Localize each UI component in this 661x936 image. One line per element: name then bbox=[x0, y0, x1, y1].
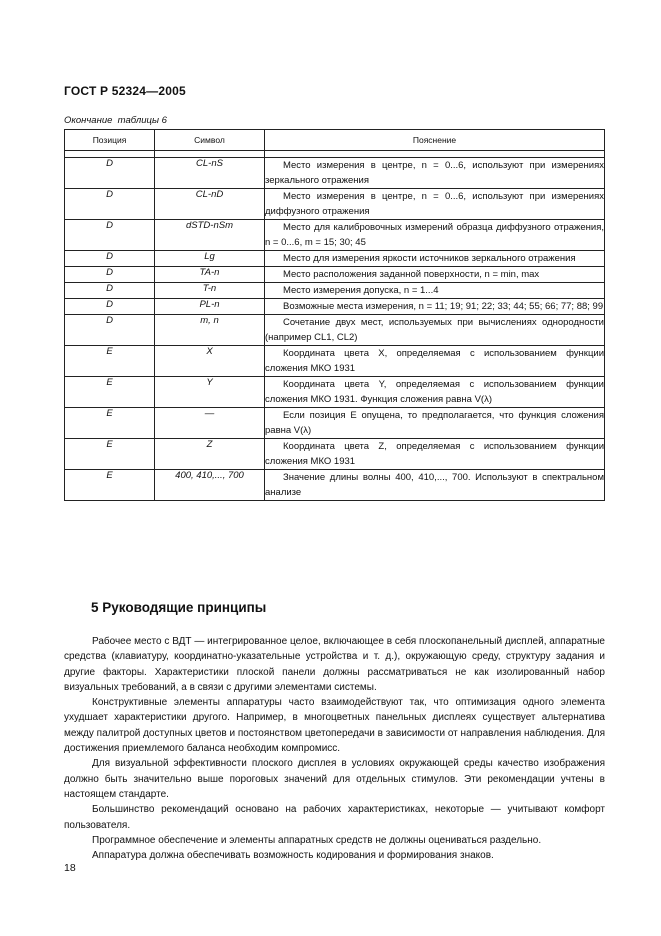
table-header-row bbox=[65, 130, 605, 151]
cell-explanation bbox=[265, 220, 605, 251]
cell-explanation bbox=[265, 299, 605, 315]
cell-explanation bbox=[265, 251, 605, 267]
table-caption-prefix: Окончание bbox=[64, 115, 113, 126]
table-caption bbox=[64, 115, 167, 126]
cell-position: D bbox=[65, 189, 155, 220]
table-caption-suffix: таблицы 6 bbox=[117, 115, 167, 126]
cell-symbol: CL-nS bbox=[155, 158, 265, 189]
paragraph: Конструктивные элементы аппаратуры часто взаимодействуют так, что оптимизация одного элемента ухудшает характеристики другого. Например, в многоцветных панельных дисплеях существует альтернатива между палитрой доступных цветов и постоянством цветопередачи в зависимости от направления наблюдения. Для достижения приемлемого баланса необходим компромисс. bbox=[64, 697, 605, 755]
cell-explanation bbox=[265, 470, 605, 501]
cell-position: D bbox=[65, 299, 155, 315]
column-header-position: Позиция bbox=[65, 130, 155, 151]
explanation-text: Место для измерения яркости источников зеркального отражения bbox=[283, 253, 576, 264]
cell-position: D bbox=[65, 220, 155, 251]
cell-position: D bbox=[65, 315, 155, 346]
cell-explanation bbox=[265, 408, 605, 439]
table-row bbox=[65, 439, 605, 470]
spec-table bbox=[64, 129, 605, 501]
explanation-text: Место расположения заданной поверхности, n = min, max bbox=[283, 269, 540, 280]
cell-position: E bbox=[65, 346, 155, 377]
table-row bbox=[65, 158, 605, 189]
page-number: 18 bbox=[64, 862, 76, 874]
table-row bbox=[65, 408, 605, 439]
explanation-text: Координата цвета Z, определяемая с использованием функции сложения МКО 1931 bbox=[265, 441, 604, 467]
table-row bbox=[65, 470, 605, 501]
explanation-text: Значение длины волны 400, 410,..., 700. Используют в спектральном анализе bbox=[265, 472, 604, 498]
cell-symbol: 400, 410,..., 700 bbox=[155, 470, 265, 501]
document-header: ГОСТ Р 52324—2005 bbox=[64, 84, 186, 98]
section-body bbox=[64, 634, 605, 863]
cell-symbol: Lg bbox=[155, 251, 265, 267]
column-header-explanation: Пояснение bbox=[265, 130, 605, 151]
cell-position: D bbox=[65, 158, 155, 189]
cell-position: D bbox=[65, 283, 155, 299]
paragraph: Для визуальной эффективности плоского дисплея в условиях окружающей среды качество изображения должно быть значительно выше пороговых значений для отдельных стимулов. Эти рекомендации учтены в настоящем стандарте. bbox=[64, 758, 605, 800]
cell-symbol: PL-n bbox=[155, 299, 265, 315]
cell-explanation bbox=[265, 189, 605, 220]
cell-position: E bbox=[65, 408, 155, 439]
cell-explanation bbox=[265, 158, 605, 189]
cell-position: E bbox=[65, 439, 155, 470]
section-title: 5 Руководящие принципы bbox=[91, 600, 267, 615]
cell-explanation bbox=[265, 283, 605, 299]
cell-explanation bbox=[265, 267, 605, 283]
cell-position: D bbox=[65, 267, 155, 283]
explanation-text: Место измерения допуска, n = 1...4 bbox=[283, 285, 439, 296]
explanation-text: Координата цвета X, определяемая с использованием функции сложения МКО 1931 bbox=[265, 348, 604, 374]
cell-symbol: T-n bbox=[155, 283, 265, 299]
cell-symbol: Z bbox=[155, 439, 265, 470]
cell-symbol: dSTD-nSm bbox=[155, 220, 265, 251]
cell-symbol: X bbox=[155, 346, 265, 377]
table-row bbox=[65, 189, 605, 220]
explanation-text: Если позиция E опущена, то предполагается, что функция сложения равна V(λ) bbox=[265, 410, 604, 436]
table-row bbox=[65, 251, 605, 267]
table-row bbox=[65, 315, 605, 346]
cell-position: E bbox=[65, 377, 155, 408]
explanation-text: Место измерения в центре, n = 0...6, используют при измерениях диффузного отражения bbox=[265, 191, 604, 217]
cell-position: E bbox=[65, 470, 155, 501]
paragraph: Программное обеспечение и элементы аппаратных средств не должны оцениваться раздельно. bbox=[92, 834, 542, 846]
cell-symbol: Y bbox=[155, 377, 265, 408]
explanation-text: Координата цвета Y, определяемая с использованием функции сложения МКО 1931. Функция сложения равна V(λ) bbox=[265, 379, 604, 405]
cell-symbol: m, n bbox=[155, 315, 265, 346]
table-body bbox=[65, 158, 605, 501]
table-row bbox=[65, 267, 605, 283]
cell-symbol: CL-nD bbox=[155, 189, 265, 220]
table-row bbox=[65, 346, 605, 377]
cell-symbol: — bbox=[155, 408, 265, 439]
explanation-text: Место для калибровочных измерений образца диффузного отражения, n = 0...6, m = 15; 30; 45 bbox=[265, 222, 604, 248]
cell-explanation bbox=[265, 377, 605, 408]
explanation-text: Возможные места измерения, n = 11; 19; 91; 22; 33; 44; 55; 66; 77; 88; 99 bbox=[283, 301, 604, 312]
table-row bbox=[65, 377, 605, 408]
cell-symbol: TA-n bbox=[155, 267, 265, 283]
column-header-symbol: Символ bbox=[155, 130, 265, 151]
cell-position: D bbox=[65, 251, 155, 267]
cell-explanation bbox=[265, 346, 605, 377]
explanation-text: Место измерения в центре, n = 0...6, используют при измерениях зеркального отражения bbox=[265, 160, 604, 186]
explanation-text: Сочетание двух мест, используемых при вычислениях однородности (например CL1, CL2) bbox=[265, 317, 604, 343]
cell-explanation bbox=[265, 439, 605, 470]
table-row bbox=[65, 220, 605, 251]
paragraph: Аппаратура должна обеспечивать возможность кодирования и формирования знаков. bbox=[92, 850, 494, 862]
table-row bbox=[65, 283, 605, 299]
table-row bbox=[65, 299, 605, 315]
paragraph: Большинство рекомендаций основано на рабочих характеристиках, некоторые — учитывают комфорт пользователя. bbox=[64, 804, 605, 831]
paragraph: Рабочее место с ВДТ — интегрированное целое, включающее в себя плоскопанельный дисплей, аппаратные средства (клавиатуру, координатно-указательные устройства и т. д.), окружающую среду, структуру задания и другие факторы. Характеристики плоской панели должны рассматриваться не как изолированный набор визуальных требований, а в связи с другими элементами системы. bbox=[64, 636, 605, 693]
cell-explanation bbox=[265, 315, 605, 346]
